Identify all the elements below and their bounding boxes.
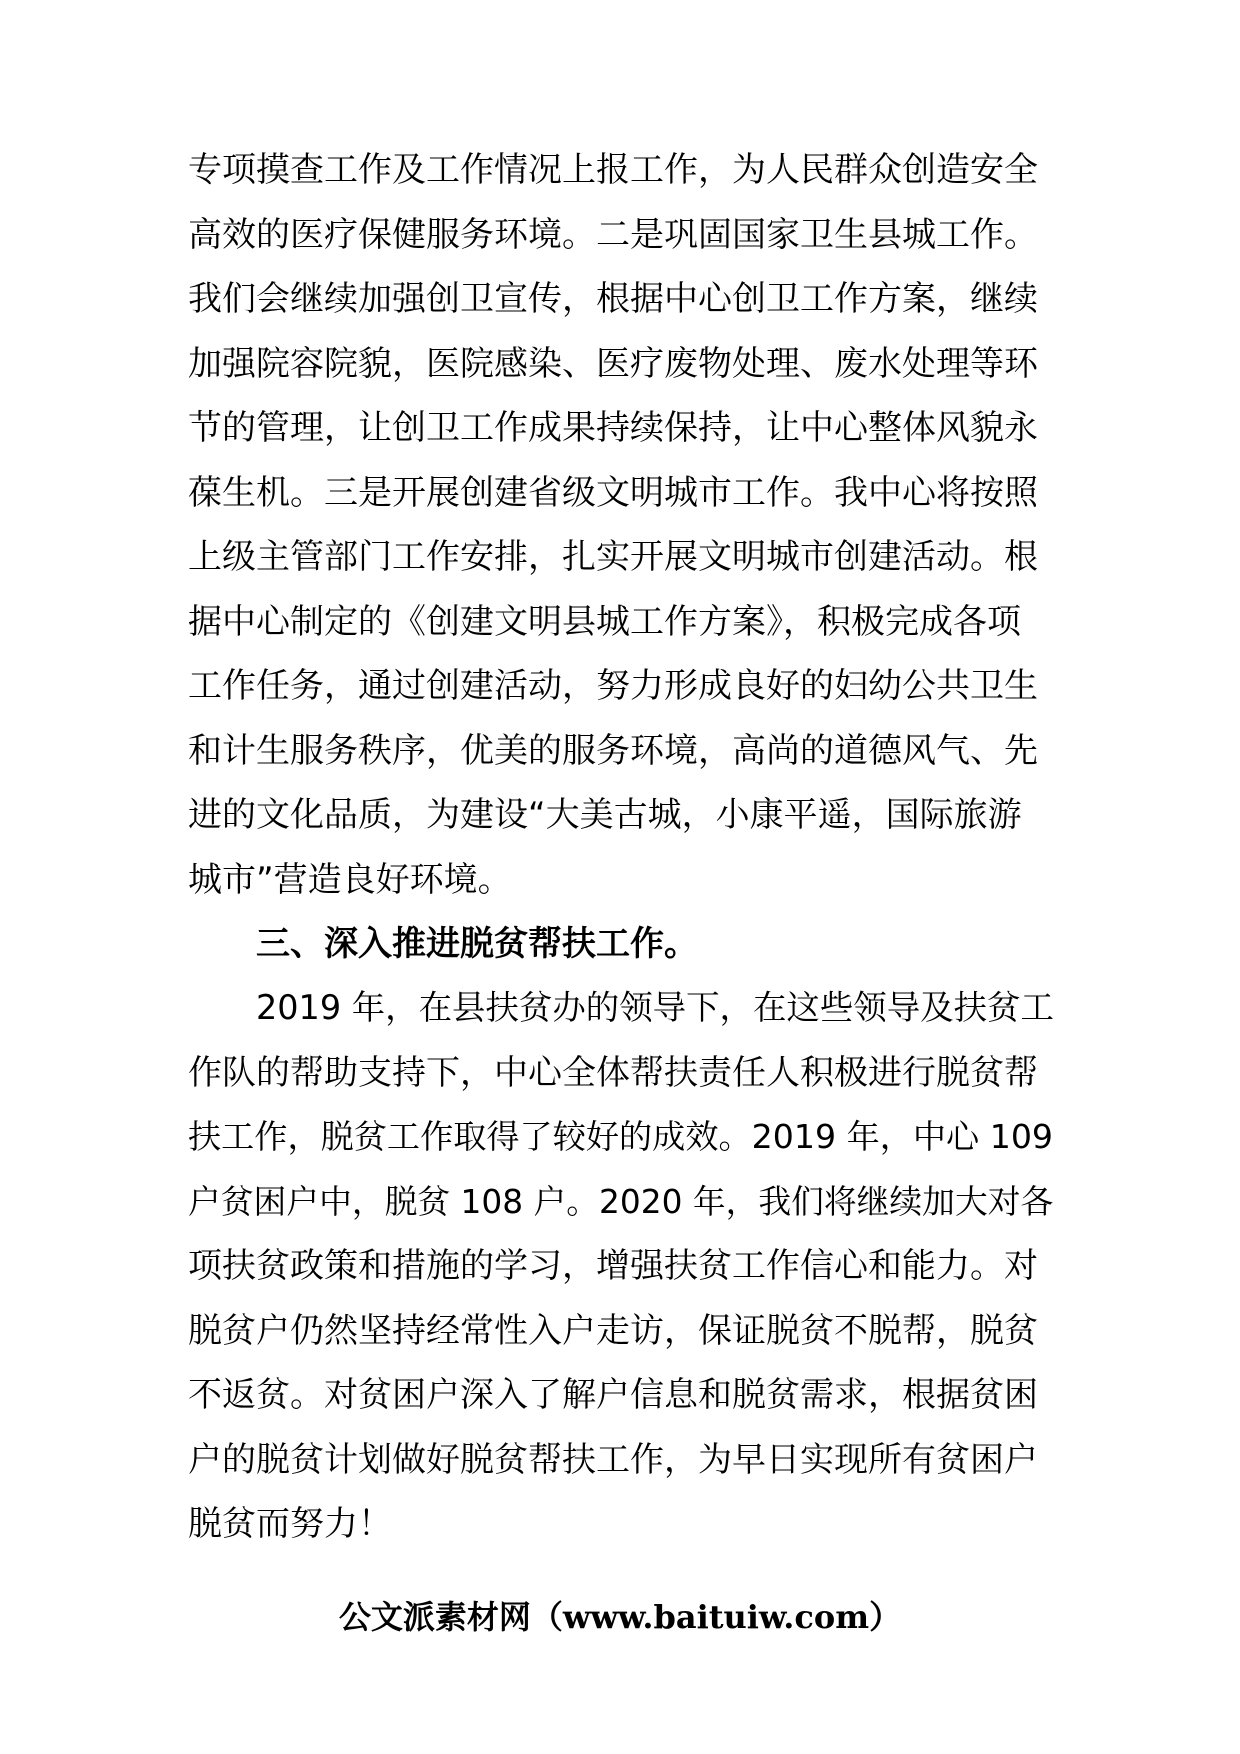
line-text: 和计生服务秩序，优美的服务环境，高尚的道德风气、先 <box>188 730 1038 771</box>
paragraph-2-line <box>188 1363 1058 1428</box>
line-text: 作队的帮助支持下，中心全体帮扶责任人积极进行脱贫帮 <box>188 1052 1038 1093</box>
paragraph-2-line <box>188 1492 1058 1557</box>
paragraph-2-line <box>188 1428 1058 1493</box>
line-text: 户的脱贫计划做好脱贫帮扶工作，为早日实现所有贫困户 <box>188 1439 1038 1480</box>
paragraph-1-line <box>188 461 1058 526</box>
paragraph-2-line <box>188 1234 1058 1299</box>
paragraph-1-line <box>188 848 1058 913</box>
paragraph-1-line <box>188 525 1058 590</box>
paragraph-1-line <box>188 654 1058 719</box>
line-text: 进的文化品质，为建设“大美古城，小康平遥，国际旅游 <box>188 795 1022 835</box>
paragraph-1-line <box>188 138 1058 203</box>
line-text: 不返贫。对贫困户深入了解户信息和脱贫需求，根据贫困 <box>188 1375 1038 1415</box>
line-text: 上级主管部门工作安排，扎实开展文明城市创建活动。根 <box>188 537 1038 577</box>
paragraph-2-line <box>188 1299 1058 1364</box>
line-text: 节的管理，让创卫工作成果持续保持，让中心整体风貌永 <box>188 408 1038 448</box>
paragraph-1-line <box>188 396 1058 461</box>
paragraph-1-line <box>188 719 1058 784</box>
paragraph-1-line <box>188 203 1058 268</box>
line-text: 2019 年，在县扶贫办的领导下，在这些领导及扶贫工 <box>256 988 1054 1027</box>
section-heading-block <box>188 912 1058 977</box>
paragraph-1-line <box>188 590 1058 655</box>
paragraph-2 <box>188 976 1058 1557</box>
line-text: 据中心制定的《创建文明县城工作方案》，积极完成各项 <box>188 601 1021 642</box>
section-heading <box>188 912 1058 977</box>
line-text: 扶工作，脱贫工作取得了较好的成效。2019 年，中心 109 <box>188 1117 1054 1156</box>
line-text: 脱贫而努力！ <box>188 1504 392 1544</box>
line-text: 葆生机。三是开展创建省级文明城市工作。我中心将按照 <box>188 472 1038 513</box>
line-text: 项扶贫政策和措施的学习，增强扶贫工作信心和能力。对 <box>188 1246 1038 1286</box>
line-text: 户贫困户中，脱贫 108 户。2020 年，我们将继续加大对各 <box>188 1182 1054 1221</box>
line-text: 城市”营造良好环境。 <box>188 859 512 900</box>
line-text: 我们会继续加强创卫宣传，根据中心创卫工作方案，继续 <box>188 279 1038 319</box>
line-text: 高效的医疗保健服务环境。二是巩固国家卫生县城工作。 <box>188 214 1038 255</box>
paragraph-2-line <box>188 1041 1058 1106</box>
paragraph-1-line <box>188 332 1058 397</box>
paragraph-2-line <box>188 976 1058 1041</box>
line-text: 专项摸查工作及工作情况上报工作，为人民群众创造安全 <box>188 150 1038 190</box>
paragraph-1-line <box>188 783 1058 848</box>
line-text: 工作任务，通过创建活动，努力形成良好的妇幼公共卫生 <box>188 666 1038 706</box>
paragraph-2-line <box>188 1170 1058 1235</box>
footer-source: 公文派素材网（www.baituiw.com） <box>338 1598 902 1636</box>
line-text: 脱贫户仍然坚持经常性入户走访，保证脱贫不脱帮，脱贫 <box>188 1310 1038 1351</box>
paragraph-1 <box>188 138 1058 912</box>
line-text: 加强院容院貌，医院感染、医疗废物处理、废水处理等环 <box>188 343 1038 384</box>
paragraph-1-line <box>188 267 1058 332</box>
paragraph-2-line <box>188 1105 1058 1170</box>
line-text: 三、深入推进脱贫帮扶工作。 <box>256 924 698 964</box>
